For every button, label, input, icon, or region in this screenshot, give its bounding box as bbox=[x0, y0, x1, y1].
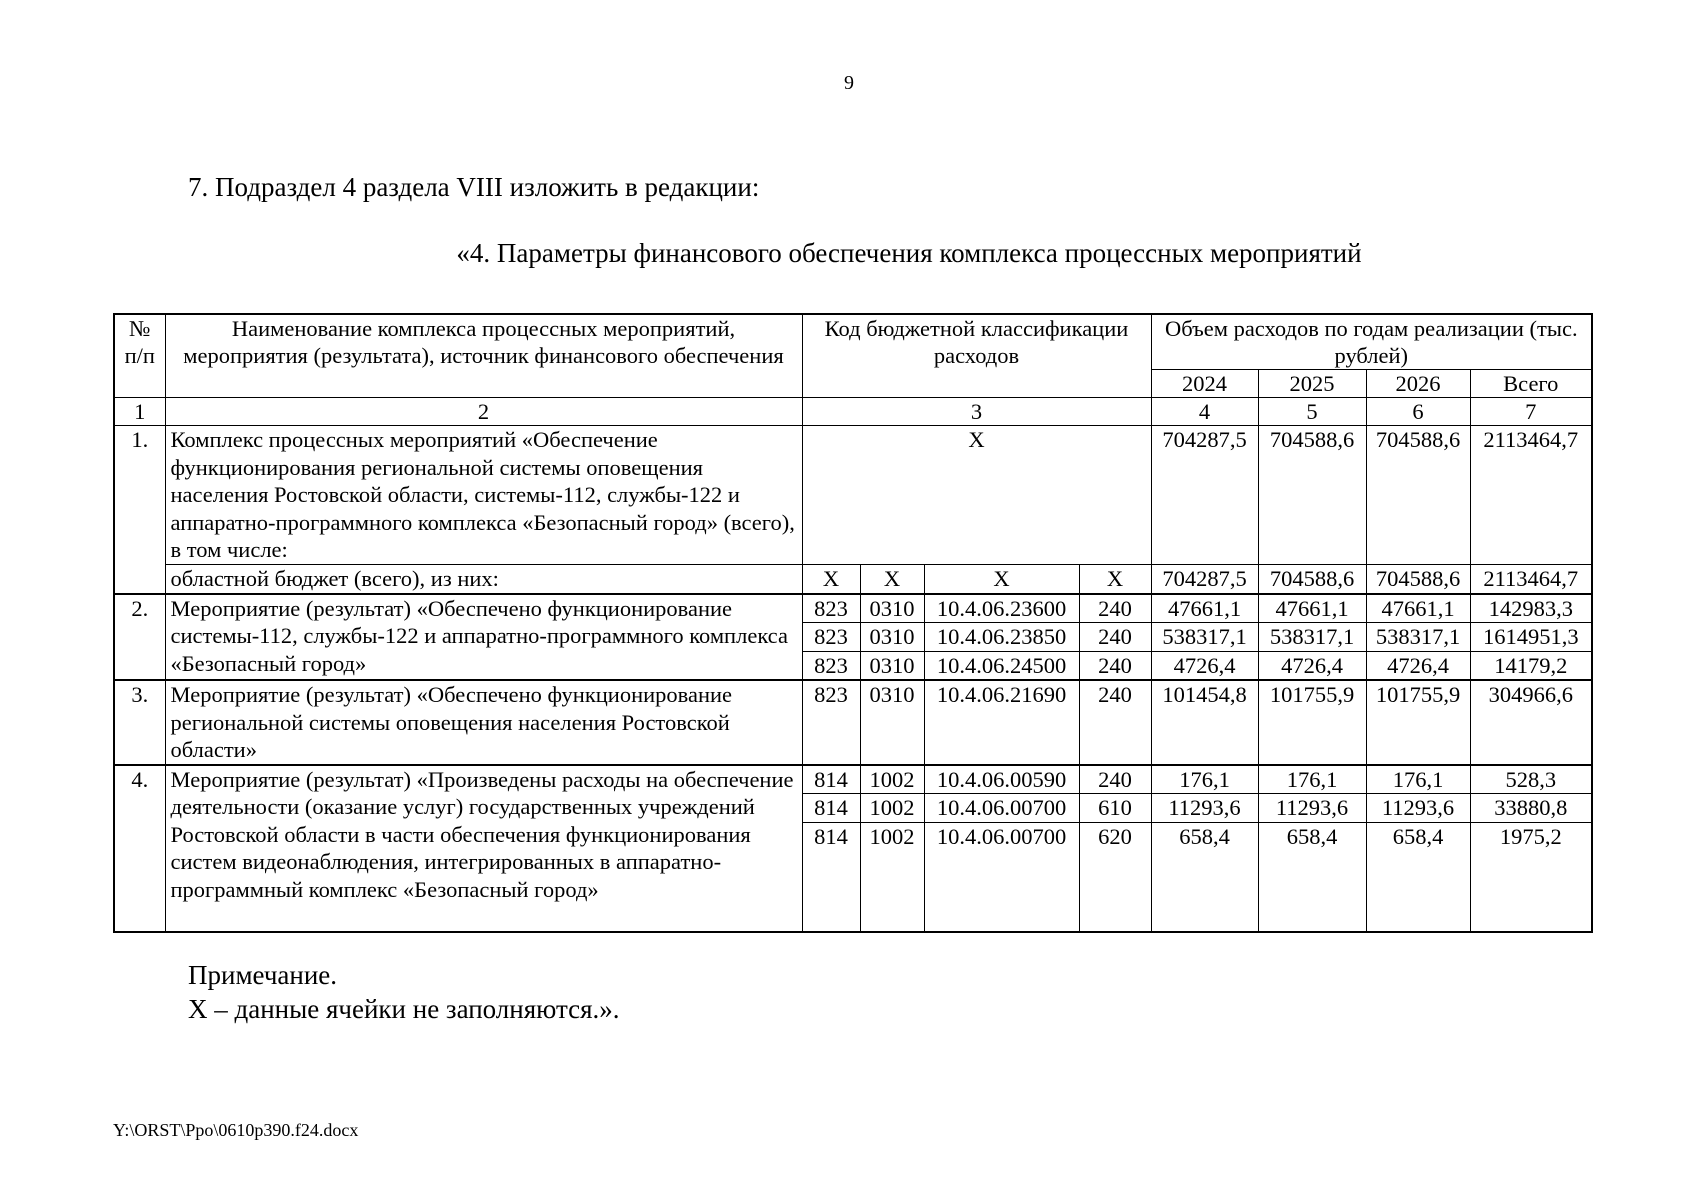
header-year-2025: 2025 bbox=[1258, 370, 1366, 398]
row-value-2026: 704588,6 bbox=[1366, 426, 1470, 565]
row-value-2026: 11293,6 bbox=[1366, 794, 1470, 823]
header-code: Код бюджетной классификации расходов bbox=[802, 314, 1151, 398]
row-value-2026: 4726,4 bbox=[1366, 651, 1470, 680]
row-value-total: 14179,2 bbox=[1470, 651, 1592, 680]
header-name: Наименование комплекса процессных мероприятий, мероприятия (результата), источник финансового обеспечения bbox=[165, 314, 802, 398]
row-code-section: 1002 bbox=[860, 794, 924, 823]
row-value-2024: 176,1 bbox=[1151, 765, 1258, 794]
row-value-total: 142983,3 bbox=[1470, 594, 1592, 623]
row-name: Комплекс процессных мероприятий «Обеспечение функционирования региональной системы оповещения населения Ростовской области, системы-112, службы-122 и аппаратно-программного комплекса «Безопасный город» (всего), в том числе: bbox=[165, 426, 802, 565]
row-code-type: 240 bbox=[1079, 623, 1151, 652]
row-code-type: 610 bbox=[1079, 794, 1151, 823]
row-code-target: X bbox=[924, 565, 1079, 594]
row-code: X bbox=[802, 426, 1151, 565]
row-value-total: 1614951,3 bbox=[1470, 623, 1592, 652]
row-value-2024: 11293,6 bbox=[1151, 794, 1258, 823]
row-value-2026: 538317,1 bbox=[1366, 623, 1470, 652]
table-row bbox=[114, 594, 1592, 623]
intro-paragraph: 7. Подраздел 4 раздела VIII изложить в редакции: bbox=[188, 172, 760, 202]
row-code-type: X bbox=[1079, 565, 1151, 594]
row-value-2025: 4726,4 bbox=[1258, 651, 1366, 680]
row-code-gr: 823 bbox=[802, 680, 860, 765]
row-value-2024: 538317,1 bbox=[1151, 623, 1258, 652]
row-num: 4. bbox=[114, 765, 165, 933]
row-num: 1. bbox=[114, 426, 165, 594]
row-value-total: 304966,6 bbox=[1470, 680, 1592, 765]
row-code-section: 1002 bbox=[860, 822, 924, 932]
row-code-target: 10.4.06.23600 bbox=[924, 594, 1079, 623]
row-code-section: 1002 bbox=[860, 765, 924, 794]
row-value-2025: 101755,9 bbox=[1258, 680, 1366, 765]
row-code-type: 240 bbox=[1079, 594, 1151, 623]
row-name: Мероприятие (результат) «Обеспечено функционирование системы-112, службы-122 и аппаратно-программного комплекса «Безопасный город» bbox=[165, 594, 802, 681]
header-volume: Объем расходов по годам реализации (тыс. рублей) bbox=[1151, 314, 1592, 370]
row-code-target: 10.4.06.24500 bbox=[924, 651, 1079, 680]
row-value-2024: 704287,5 bbox=[1151, 426, 1258, 565]
row-value-2026: 47661,1 bbox=[1366, 594, 1470, 623]
row-value-2025: 47661,1 bbox=[1258, 594, 1366, 623]
table-row bbox=[114, 565, 1592, 594]
row-code-section: 0310 bbox=[860, 623, 924, 652]
file-path-footer: Y:\ORST\Ppo\0610p390.f24.docx bbox=[113, 1120, 359, 1140]
row-code-target: 10.4.06.00590 bbox=[924, 765, 1079, 794]
financing-table bbox=[113, 313, 1593, 933]
header-year-2024: 2024 bbox=[1151, 370, 1258, 398]
column-number-2: 2 bbox=[165, 398, 802, 426]
row-code-gr: 814 bbox=[802, 765, 860, 794]
row-value-2025: 538317,1 bbox=[1258, 623, 1366, 652]
row-code-gr: 823 bbox=[802, 623, 860, 652]
column-number-7: 7 bbox=[1470, 398, 1592, 426]
row-num: 2. bbox=[114, 594, 165, 681]
row-value-2025: 176,1 bbox=[1258, 765, 1366, 794]
notes-title: Примечание. bbox=[188, 960, 338, 990]
row-code-section: 0310 bbox=[860, 594, 924, 623]
row-code-type: 240 bbox=[1079, 765, 1151, 794]
row-value-2024: 704287,5 bbox=[1151, 565, 1258, 594]
row-value-total: 2113464,7 bbox=[1470, 426, 1592, 565]
row-name: Мероприятие (результат) «Обеспечено функционирование региональной системы оповещения населения Ростовской области» bbox=[165, 680, 802, 765]
row-code-target: 10.4.06.21690 bbox=[924, 680, 1079, 765]
row-value-total: 33880,8 bbox=[1470, 794, 1592, 823]
row-value-total: 528,3 bbox=[1470, 765, 1592, 794]
row-value-2025: 704588,6 bbox=[1258, 426, 1366, 565]
row-code-section: X bbox=[860, 565, 924, 594]
notes-text: X – данные ячейки не заполняются.». bbox=[188, 994, 620, 1024]
row-code-section: 0310 bbox=[860, 651, 924, 680]
table-row bbox=[114, 680, 1592, 765]
row-code-gr: 814 bbox=[802, 794, 860, 823]
row-code-gr: 814 bbox=[802, 822, 860, 932]
row-code-type: 240 bbox=[1079, 651, 1151, 680]
row-value-2024: 101454,8 bbox=[1151, 680, 1258, 765]
row-value-2024: 47661,1 bbox=[1151, 594, 1258, 623]
row-value-total: 1975,2 bbox=[1470, 822, 1592, 932]
header-total: Всего bbox=[1470, 370, 1592, 398]
row-value-2026: 704588,6 bbox=[1366, 565, 1470, 594]
row-code-type: 620 bbox=[1079, 822, 1151, 932]
page-number: 9 bbox=[844, 72, 854, 94]
row-value-2025: 704588,6 bbox=[1258, 565, 1366, 594]
row-value-2026: 101755,9 bbox=[1366, 680, 1470, 765]
row-num: 3. bbox=[114, 680, 165, 765]
table-row bbox=[114, 765, 1592, 794]
row-value-2025: 11293,6 bbox=[1258, 794, 1366, 823]
row-name: Мероприятие (результат) «Произведены расходы на обеспечение деятельности (оказание услуг) государственных учреждений Ростовской области в части обеспечения функционирования систем видеонаблюдения, интегрированных в аппаратно-программный комплекс «Безопасный город» bbox=[165, 765, 802, 933]
notes bbox=[188, 958, 620, 1026]
column-number-3: 3 bbox=[802, 398, 1151, 426]
header-num: № п/п bbox=[114, 314, 165, 398]
row-code-gr: 823 bbox=[802, 651, 860, 680]
row-value-2025: 658,4 bbox=[1258, 822, 1366, 932]
table-row bbox=[114, 426, 1592, 565]
row-code-gr: X bbox=[802, 565, 860, 594]
row-code-target: 10.4.06.23850 bbox=[924, 623, 1079, 652]
row-code-target: 10.4.06.00700 bbox=[924, 822, 1079, 932]
row-code-section: 0310 bbox=[860, 680, 924, 765]
row-code-gr: 823 bbox=[802, 594, 860, 623]
column-number-5: 5 bbox=[1258, 398, 1366, 426]
row-name: областной бюджет (всего), из них: bbox=[165, 565, 802, 594]
row-value-2026: 658,4 bbox=[1366, 822, 1470, 932]
row-value-total: 2113464,7 bbox=[1470, 565, 1592, 594]
row-value-2024: 658,4 bbox=[1151, 822, 1258, 932]
header-year-2026: 2026 bbox=[1366, 370, 1470, 398]
row-value-2026: 176,1 bbox=[1366, 765, 1470, 794]
row-value-2024: 4726,4 bbox=[1151, 651, 1258, 680]
row-code-type: 240 bbox=[1079, 680, 1151, 765]
column-number-4: 4 bbox=[1151, 398, 1258, 426]
table-title: «4. Параметры финансового обеспечения комплекса процессных мероприятий bbox=[456, 238, 1362, 268]
row-code-target: 10.4.06.00700 bbox=[924, 794, 1079, 823]
column-number-6: 6 bbox=[1366, 398, 1470, 426]
column-number-1: 1 bbox=[114, 398, 165, 426]
